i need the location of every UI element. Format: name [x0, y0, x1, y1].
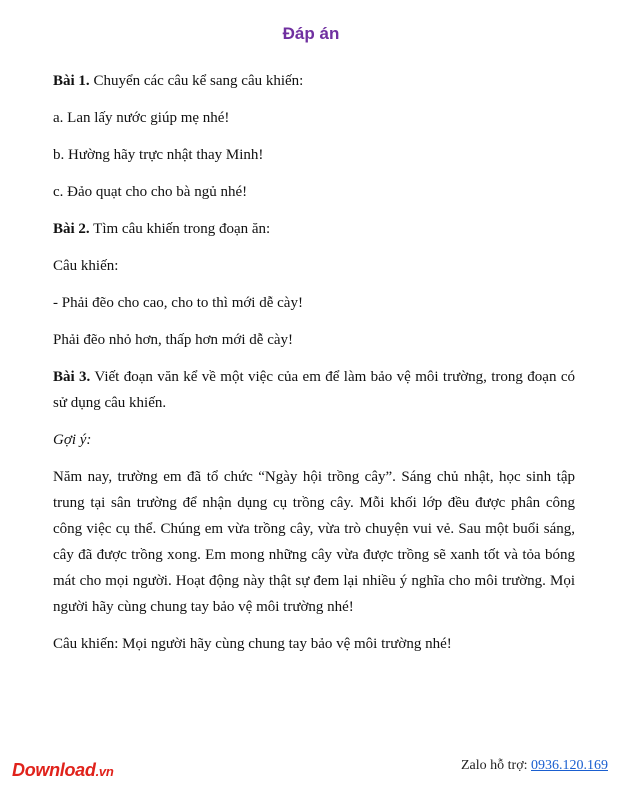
bai2-heading — [53, 216, 575, 242]
support-phone-link[interactable]: 0936.120.169 — [531, 758, 608, 773]
download-vn-logo[interactable] — [12, 760, 113, 781]
bai3-paragraph: Năm nay, trường em đã tổ chức “Ngày hội trồng cây”. Sáng chủ nhật, học sinh tập trung tại sân trường để nhận dụng cụ trồng cây. Mỗi khối lớp đều được phân công công việc cụ thể. Chúng em vừa trồng cây, vừa trò chuyện vui vẻ. Sau một buổi sáng, cây đã được trồng xong. Em mong những cây vừa được trồng sẽ xanh tốt và tỏa bóng mát cho mọi người. Hoạt động này thật sự đem lại nhiều ý nghĩa cho môi trường. Mọi người hãy cùng chung tay bảo vệ môi trường nhé! — [53, 469, 575, 615]
bai3-prompt: Viết đoạn văn kể về một việc của em để làm bảo vệ môi trường, trong đoạn có sử dụng câu khiến. — [53, 369, 575, 411]
bai3-label: Bài 3. — [53, 369, 91, 385]
bai3-hint-label: Gợi ý: — [53, 432, 92, 448]
bai2-label: Bài 2. — [53, 221, 90, 237]
logo-main-text: Download — [12, 760, 96, 780]
bai2-answer-1: - Phải đẽo cho cao, cho to thì mới dễ cày! — [53, 295, 303, 311]
logo-tld-text: .vn — [95, 764, 114, 779]
bai3-conclusion: Câu khiến: Mọi người hãy cùng chung tay bảo vệ môi trường nhé! — [53, 636, 452, 652]
page-title: Đáp án — [282, 24, 340, 43]
bai3-heading — [53, 364, 575, 416]
bai1-label: Bài 1. — [53, 73, 90, 89]
document-body — [53, 68, 575, 657]
bai1-heading — [53, 68, 575, 94]
bai1-answer-b: b. Hường hãy trực nhật thay Minh! — [53, 147, 264, 163]
zalo-support — [461, 758, 608, 774]
bai1-answer-a: a. Lan lấy nước giúp mẹ nhé! — [53, 110, 230, 126]
support-label: Zalo hỗ trợ: — [461, 758, 531, 773]
bai2-intro: Câu khiến: — [53, 258, 119, 274]
bai2-answer-2: Phải đẽo nhỏ hơn, thấp hơn mới dễ cày! — [53, 332, 293, 348]
bai1-prompt: Chuyển các câu kể sang câu khiến: — [89, 73, 304, 89]
bai2-prompt: Tìm câu khiến trong đoạn ăn: — [89, 221, 271, 237]
bai1-answer-c: c. Đảo quạt cho cho bà ngủ nhé! — [53, 184, 248, 200]
